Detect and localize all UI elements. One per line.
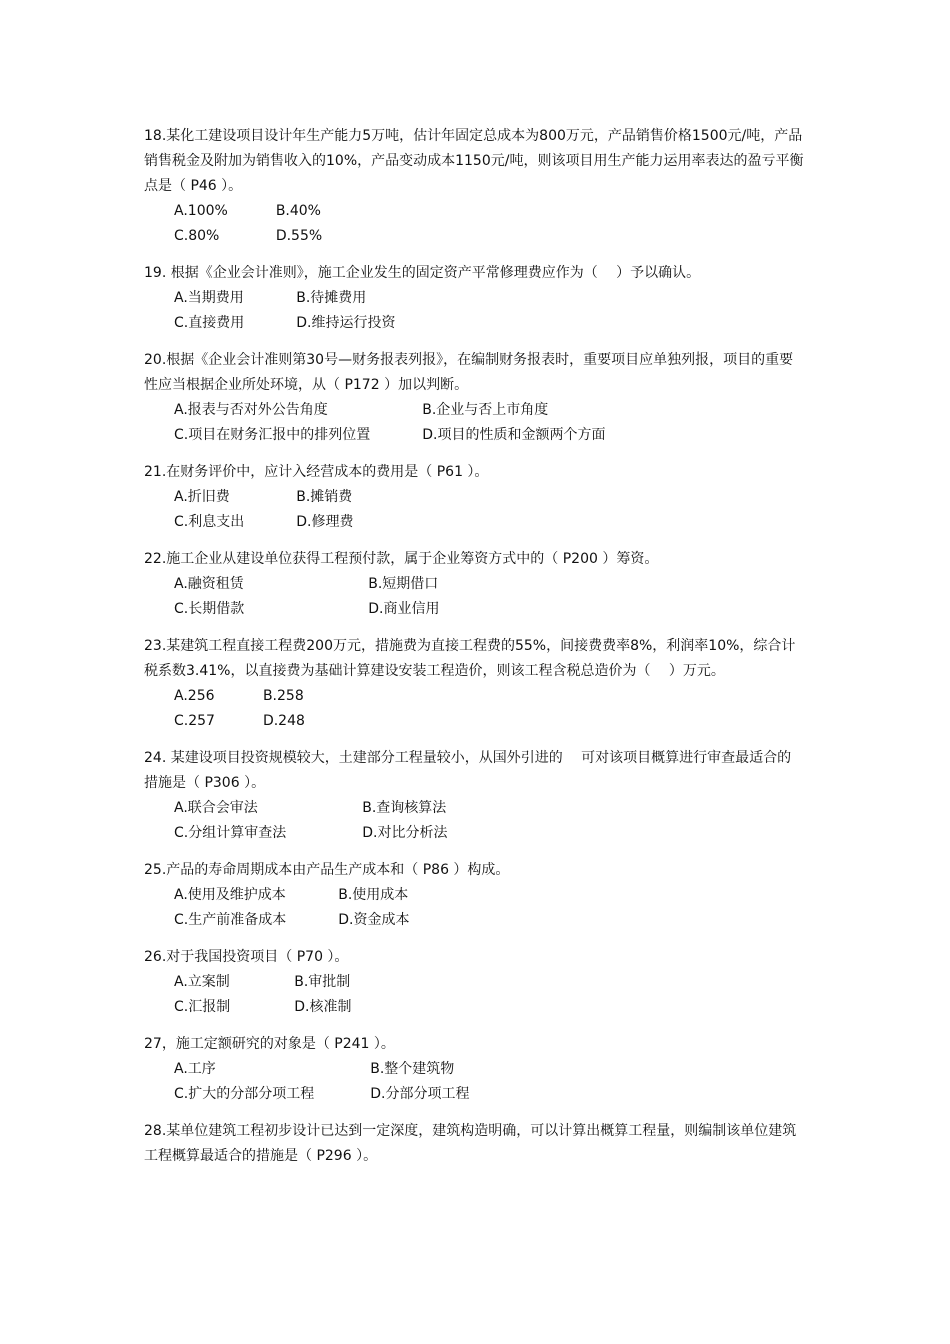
answer-option: C.项目在财务汇报中的排列位置 [174,427,371,443]
option-row [144,908,804,933]
question-stem: 19. 根据《企业会计准则》，施工企业发生的固定资产平常修理费应作为（ ）予以确认。 [144,265,701,281]
answer-option: B.258 [262,688,304,704]
question-block [144,348,804,448]
answer-option: C.长期借款 [174,601,245,617]
question-stem: 18.某化工建设项目设计年生产能力5万吨，估计年固定总成本为800万元，产品销售价格1500元/吨，产品销售税金及附加为销售收入的10%，产品变动成本1150元/吨，则该项目用生产能力运用率表达的盈亏平衡点是（ P46 ）。 [144,128,804,194]
question-stem: 21.在财务评价中，应计入经营成本的费用是（ P61 ）。 [144,464,489,480]
question-stem: 28.某单位建筑工程初步设计已达到一定深度，建筑构造明确，可以计算出概算工程量，则编制该单位建筑工程概算最适合的措施是（ P296 ）。 [144,1123,797,1164]
question-stem: 26.对于我国投资项目（ P70 ）。 [144,949,349,965]
option-row [144,1082,804,1107]
option-row [144,423,804,448]
answer-option: D.对比分析法 [362,825,448,841]
question-block [144,460,804,535]
question-block [144,124,804,249]
answer-option: D.248 [262,713,305,729]
question-block [144,261,804,336]
answer-option: A.联合会审法 [174,800,258,816]
option-row [144,883,804,908]
document-body [144,124,804,1181]
option-row [144,311,804,336]
answer-option: D.核准制 [294,999,352,1015]
question-stem: 22.施工企业从建设单位获得工程预付款，属于企业筹资方式中的（ P200 ）筹资。 [144,551,659,567]
question-block [144,1032,804,1107]
option-row [144,572,804,597]
answer-option: D.资金成本 [338,912,410,928]
option-row [144,970,804,995]
answer-option: B.审批制 [294,974,351,990]
answer-option: A.报表与否对外公告角度 [174,402,328,418]
option-row [144,286,804,311]
option-row [144,995,804,1020]
question-block [144,858,804,933]
option-row [144,398,804,423]
answer-option: C.257 [174,713,215,729]
answer-option: A.使用及维护成本 [174,887,286,903]
option-row [144,1057,804,1082]
answer-option: D.维持运行投资 [296,315,396,331]
answer-option: C.扩大的分部分项工程 [174,1086,315,1102]
answer-option: A.256 [174,688,215,704]
question-stem: 27，施工定额研究的对象是（ P241 ）。 [144,1036,395,1052]
answer-option: A.折旧费 [174,489,230,505]
option-row [144,199,804,224]
question-block [144,547,804,622]
answer-option: D.分部分项工程 [370,1086,470,1102]
option-row [144,485,804,510]
answer-option: A.立案制 [174,974,230,990]
question-stem: 23.某建筑工程直接工程费200万元，措施费为直接工程费的55%，间接费费率8%，利润率10%，综合计税系数3.41%，以直接费为基础计算建设安装工程造价，则该工程含税总造价为（ ）万元。 [144,638,796,679]
answer-option: B.企业与否上市角度 [422,402,549,418]
option-row [144,597,804,622]
option-row [144,684,804,709]
answer-option: C.汇报制 [174,999,231,1015]
answer-option: A.融资租赁 [174,576,244,592]
answer-option: D.项目的性质和金额两个方面 [422,427,606,443]
option-row [144,709,804,734]
answer-option: A.100% [174,203,228,219]
option-row [144,821,804,846]
question-block [144,746,804,846]
answer-option: B.摊销费 [296,489,353,505]
answer-option: B.40% [275,203,321,219]
question-block [144,1119,804,1169]
question-stem: 20.根据《企业会计准则第30号—财务报表列报》，在编制财务报表时，重要项目应单独列报，项目的重要性应当根据企业所处环境，从（ P172 ）加以判断。 [144,352,794,393]
answer-option: B.短期借口 [368,576,439,592]
question-block [144,634,804,734]
answer-option: A.工序 [174,1061,216,1077]
answer-option: D.55% [275,228,323,244]
question-block [144,945,804,1020]
answer-option: D.修理费 [296,514,354,530]
answer-option: C.利息支出 [174,514,245,530]
answer-option: C.直接费用 [174,315,245,331]
answer-option: C.分组计算审查法 [174,825,287,841]
answer-option: B.待摊费用 [296,290,367,306]
option-row [144,796,804,821]
option-row [144,224,804,249]
answer-option: C.80% [174,228,220,244]
answer-option: B.使用成本 [338,887,409,903]
question-stem: 24. 某建设项目投资规模较大，土建部分工程量较小，从国外引进的 可对该项目概算进行审查最适合的措施是（ P306 ）。 [144,750,792,791]
answer-option: C.生产前准备成本 [174,912,287,928]
question-stem: 25.产品的寿命周期成本由产品生产成本和（ P86 ）构成。 [144,862,510,878]
answer-option: A.当期费用 [174,290,244,306]
answer-option: D.商业信用 [368,601,440,617]
answer-option: B.整个建筑物 [370,1061,455,1077]
answer-option: B.查询核算法 [362,800,447,816]
option-row [144,510,804,535]
